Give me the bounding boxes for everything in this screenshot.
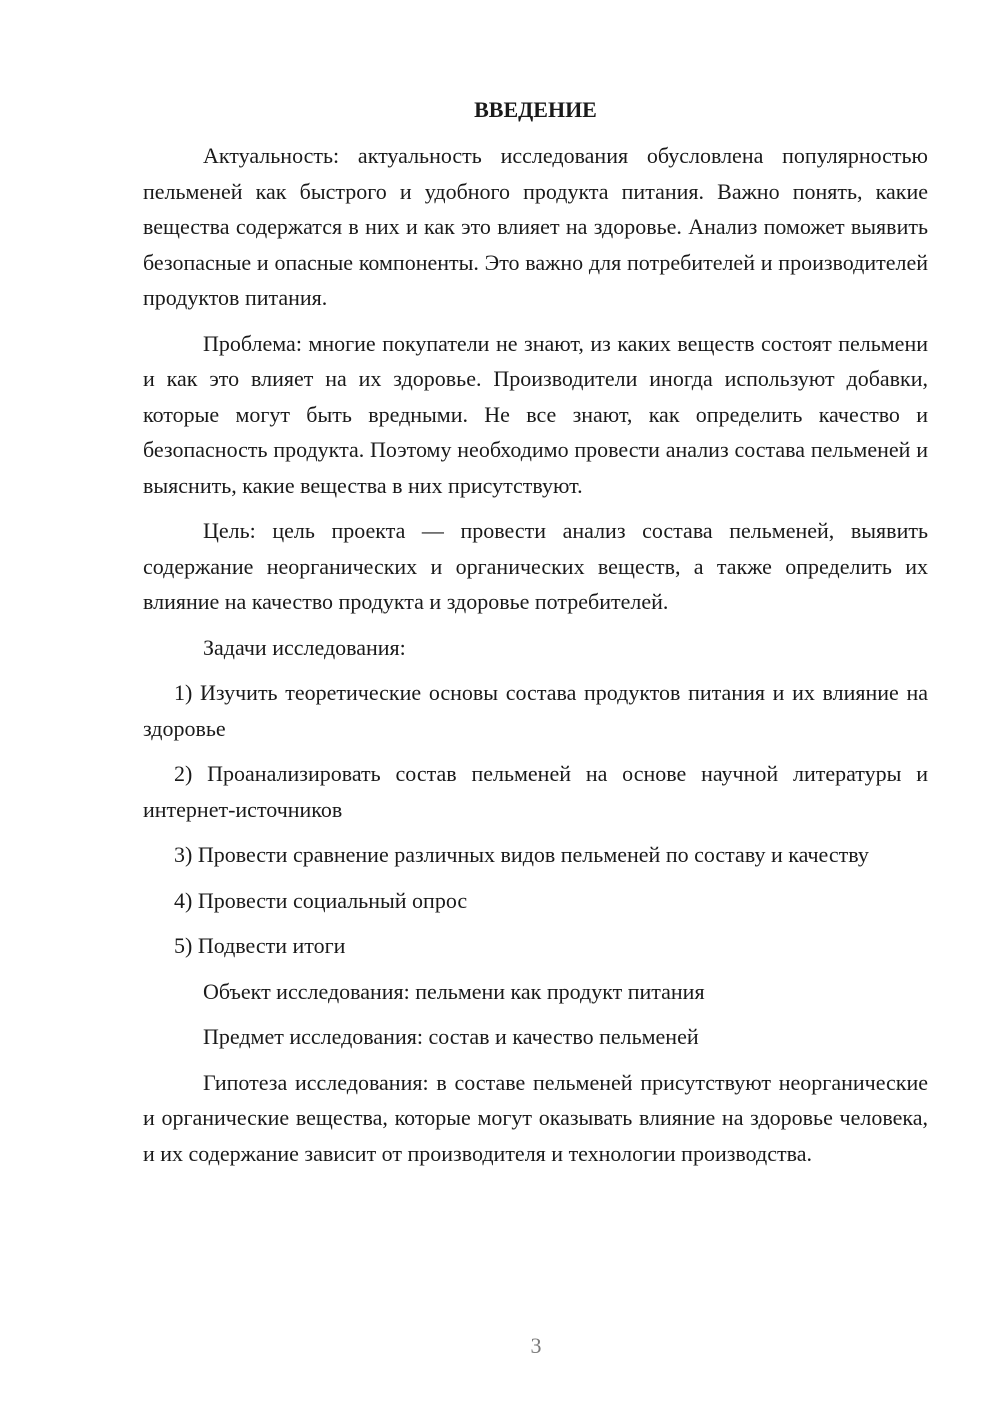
object-paragraph: Объект исследования: пельмени как продукт питания <box>203 978 705 1004</box>
document-page <box>143 92 928 1171</box>
goal-paragraph: Цель: цель проекта — провести анализ состава пельменей, выявить содержание неорганических и органических веществ, а также определить их влияние на качество продукта и здоровье потребителей. <box>143 518 928 614</box>
task-item-5: 5) Подвести итоги <box>174 933 346 958</box>
task-item-1: 1) Изучить теоретические основы состава продуктов питания и их влияние на здоровье <box>143 680 928 741</box>
tasks-heading: Задачи исследования: <box>203 634 406 660</box>
hypothesis-paragraph: Гипотеза исследования: в составе пельменей присутствуют неорганические и органические вещества, которые могут оказывать влияние на здоровье человека, и их содержание зависит от производителя и технологии производства. <box>143 1069 928 1166</box>
task-item-3: 3) Провести сравнение различных видов пельменей по составу и качеству <box>174 842 869 867</box>
page-number: 3 <box>530 1333 542 1358</box>
section-title: ВВЕДЕНИЕ <box>474 97 597 122</box>
task-item-4: 4) Провести социальный опрос <box>174 887 468 913</box>
problem-paragraph: Проблема: многие покупатели не знают, из каких веществ состоят пельмени и как это влияет на их здоровье. Производители иногда используют добавки, которые могут быть вредными. Не все знают, как определить качество и безопасность продукта. Поэтому необходимо провести анализ состава пельменей и выяснить, какие вещества в них присутствуют. <box>143 330 928 498</box>
subject-paragraph: Предмет исследования: состав и качество пельменей <box>203 1024 699 1049</box>
task-item-2: 2) Проанализировать состав пельменей на основе научной литературы и интернет-источников <box>143 761 928 822</box>
relevance-paragraph: Актуальность: актуальность исследования обусловлена популярностью пельменей как быстрого и удобного продукта питания. Важно понять, какие вещества содержатся в них и как это влияет на здоровье. Анализ поможет выявить безопасные и опасные компоненты. Это важно для потребителей и производителей продуктов питания. <box>143 143 928 310</box>
